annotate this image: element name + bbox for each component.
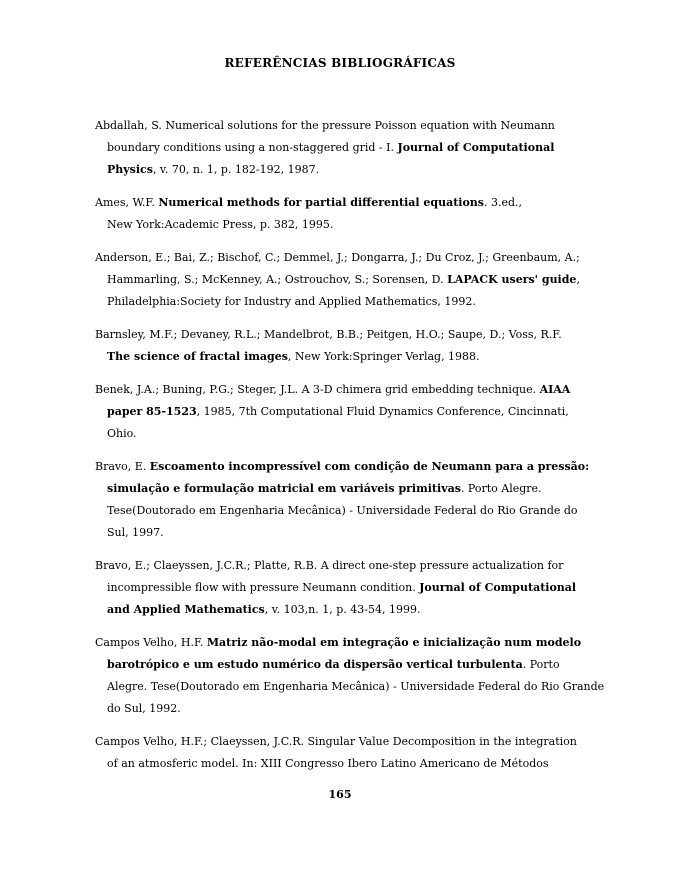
reference-line (107, 522, 573, 544)
reference-line (95, 324, 573, 346)
reference-text: . 3.ed., (483, 196, 523, 209)
reference-text: of an atmosferic model. In: XIII Congresso Ibero Latino Americano de Métodos (107, 757, 549, 770)
reference-bold-text: barotrópico e um estudo numérico da dispersão vertical turbulenta (107, 658, 523, 671)
reference-bold-text: simulação e formulação matricial em variáveis primitivas (107, 482, 461, 495)
reference-bold-text: and Applied Mathematics (107, 603, 265, 616)
reference-text: , (576, 273, 580, 286)
reference-entry (95, 247, 580, 313)
reference-line (107, 500, 578, 522)
reference-text: Sul, 1997. (107, 526, 164, 539)
reference-line (95, 555, 573, 577)
reference-text: , v. 103,n. 1, p. 43-54, 1999. (264, 603, 421, 616)
reference-line (107, 269, 580, 291)
reference-bold-text: paper 85-1523 (107, 405, 197, 418)
reference-text: New York:Academic Press, p. 382, 1995. (107, 218, 334, 231)
reference-entry (95, 632, 605, 720)
reference-bold-text: The science of fractal images (107, 350, 288, 363)
reference-line (107, 214, 573, 236)
reference-text: Ohio. (107, 427, 137, 440)
reference-line (107, 753, 573, 775)
reference-line (107, 599, 573, 621)
reference-list (95, 115, 605, 786)
reference-text: Campos Velho, H.F.; Claeyssen, J.C.R. Singular Value Decomposition in the integration (95, 735, 577, 748)
reference-bold-text: Numerical methods for partial differential equations (158, 196, 484, 209)
reference-line (107, 698, 573, 720)
reference-entry (95, 379, 573, 445)
reference-line (95, 192, 573, 214)
reference-bold-text: LAPACK users' guide (447, 273, 577, 286)
reference-bold-text: Escoamento incompressível com condição de Neumann para a pressão: (149, 460, 590, 473)
reference-bold-text: Matriz não-modal em integração e inicialização num modelo (206, 636, 582, 649)
reference-text: Philadelphia:Society for Industry and Applied Mathematics, 1992. (107, 295, 476, 308)
reference-line (95, 731, 577, 753)
reference-text: , v. 70, n. 1, p. 182-192, 1987. (152, 163, 320, 176)
reference-line (107, 676, 605, 698)
reference-text: Bravo, E. (95, 460, 150, 473)
reference-text: . Porto (522, 658, 560, 671)
reference-text: boundary conditions using a non-staggered grid - I. (107, 141, 398, 154)
reference-text: , 1985, 7th Computational Fluid Dynamics Conference, Cincinnati, (196, 405, 569, 418)
reference-line (95, 379, 573, 401)
reference-text: Benek, J.A.; Buning, P.G.; Steger, J.L. A 3-D chimera grid embedding technique. (95, 383, 540, 396)
reference-line (107, 346, 573, 368)
reference-line (95, 632, 582, 654)
reference-line (107, 577, 577, 599)
reference-entry (95, 555, 577, 621)
reference-line (107, 401, 573, 423)
reference-text: Anderson, E.; Bai, Z.; Bischof, C.; Demmel, J.; Dongarra, J.; Du Croz, J.; Greenbaum, A.; (95, 251, 580, 264)
reference-text: Ames, W.F. (95, 196, 159, 209)
reference-text: Barnsley, M.F.; Devaney, R.L.; Mandelbrot, B.B.; Peitgen, H.O.; Saupe, D.; Voss, R.F. (95, 328, 562, 341)
reference-line (95, 456, 590, 478)
reference-entry (95, 456, 590, 544)
reference-text: Alegre. Tese(Doutorado em Engenharia Mecânica) - Universidade Federal do Rio Grande (107, 680, 605, 693)
reference-text: incompressible flow with pressure Neumann condition. (107, 581, 420, 594)
reference-line (95, 115, 573, 137)
reference-text: . Porto Alegre. (460, 482, 542, 495)
reference-bold-text: Journal of Computational (419, 581, 577, 594)
reference-text: Hammarling, S.; McKenney, A.; Ostrouchov, S.; Sorensen, D. (107, 273, 448, 286)
reference-line (107, 654, 573, 676)
reference-entry (95, 731, 577, 775)
reference-line (107, 423, 573, 445)
reference-bold-text: AIAA (539, 383, 571, 396)
reference-text: Campos Velho, H.F. (95, 636, 207, 649)
reference-line (107, 137, 573, 159)
reference-text: do Sul, 1992. (107, 702, 181, 715)
reference-text: Tese(Doutorado em Engenharia Mecânica) - Universidade Federal do Rio Grande do (107, 504, 578, 517)
reference-entry (95, 115, 573, 181)
reference-line (107, 159, 573, 181)
reference-line (107, 478, 573, 500)
page-title: REFERÊNCIAS BIBLIOGRÁFICAS (224, 56, 456, 70)
reference-entry (95, 192, 573, 236)
reference-line (95, 247, 580, 269)
reference-text: , New York:Springer Verlag, 1988. (287, 350, 480, 363)
reference-entry (95, 324, 573, 368)
reference-text: Bravo, E.; Claeyssen, J.C.R.; Platte, R.B. A direct one-step pressure actualization for (95, 559, 564, 572)
reference-text: Abdallah, S. Numerical solutions for the pressure Poisson equation with Neumann (95, 119, 555, 132)
reference-line (107, 291, 573, 313)
reference-bold-text: Physics (107, 163, 153, 176)
reference-bold-text: Journal of Computational (397, 141, 555, 154)
page-number: 165 (328, 788, 352, 801)
